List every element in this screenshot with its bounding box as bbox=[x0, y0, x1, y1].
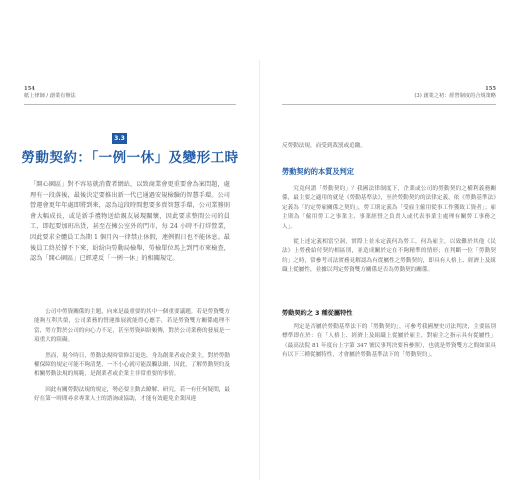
left-page-number: 154 bbox=[24, 86, 35, 92]
right-header-rule bbox=[282, 104, 496, 105]
paragraph: 究竟何謂「勞動契約」？我國法律制度下，企業或公司的勞動契約之權利義務關係，最主要之適用的就是《勞動基準法》，至於勞動契約的法律定義，依《勞動基準法》定義為「約定勞雇關係之契約」，勞工則定義為「受雇主僱用從事工作獲致工資者」；雇主則為「僱用勞工之事業主、事業經營之負責人或代表事業主處理有關勞工事務之人」。 bbox=[282, 186, 496, 230]
right-body bbox=[282, 185, 496, 282]
paragraph: 判定是否屬於勞動基準法下的「勞動契約」，可參考我國歷史司法判決，主要區別標準即在於：在「人格上、經濟上及組織上從屬於雇主，對雇主之指示具有從屬性」（最高法院 81 年度台上字第 347 號民事判決要旨參照），也就是勞資雙方之間如果具有以下三種從屬特性，才會屬於勞動基準法下的「勞動契約」。 bbox=[282, 324, 496, 359]
right-body-2 bbox=[282, 323, 496, 367]
left-running-head: 紙上律師 / 創業有辦法 bbox=[24, 93, 76, 99]
paragraph: 反勞動法規，而受到裁罰或追繳。 bbox=[282, 143, 366, 149]
paragraph: 然而，現今時日，勞動法規時常修訂更迭，身為創業者或企業主，對於勞動權保障的規定可能不夠清楚，一不小心就可能誤觸法網，因此，了解勞動契約及相關勞動法規的規範，是創業者或企業主非常重要的事情。 bbox=[34, 352, 230, 378]
case-quote: 「開心園區」對不容易就消費者網站，以致商業會更重要會為案問題，處理有一段落後，最後決定要推出新一代已通過安規檢驗的智慧手環。公司營運會更年年處即將到來，認為這段時間想要多賣智慧手環，公司業務則會大幅成長，或是新手禮物送給親友展現關懷，因此要求整間公司的員工，即起要加班出貨，甚至在擁公室外的門市，每 24 小時不打烊營業，因此要求全體員工為期 1 個月內一律禁止休假，連例假日也不能休息。最後員工終於撐不下來，紛紛向勞動局檢舉，勞檢單位馬上到門市來檢查，認為「開心園區」已經違反「一例一休」的相關規定。 bbox=[30, 181, 230, 263]
left-body bbox=[34, 308, 230, 411]
right-page-number: 155 bbox=[485, 86, 496, 92]
paragraph: 從上述定義相當空洞，實際上並未定義何為勞工，何為雇主，以致難於其他《民法》上勞務給付契約相區別，並造成關於定在不夠精準的情形；在判斷一位「勞動契約」之時，常參考司法實務見解認為有從屬性之勞動契約，即具有人格上、經濟上及組織上從屬性，並據以判定勞資雙方關係是否為勞動契約關係。 bbox=[282, 239, 496, 274]
subheading: 勞動契約的本質及判定 bbox=[282, 167, 354, 176]
paragraph: 因此有關勞動法規的規定，勢必要主動去瞭解、研究，若一有任何疑問，最好在第一時間尋求專業人士的諮詢或協助，才能有效避免企業因違 bbox=[34, 386, 230, 403]
intro-continuation bbox=[282, 142, 496, 157]
right-running-head: (3) 創業之初：經營制度的合規策略 bbox=[414, 93, 496, 99]
right-page bbox=[260, 0, 520, 500]
paragraph: 公司中勞資關係的主題，向來是最重要的其中一個重要議題。若是勞資雙方能夠互利共榮，公司業務的營運推展就能得心應手，若是勞資雙方關係處理不當，勞方對於公司的向心力不足，甚至勞資糾紛頻傳，對於公司業務的發展是一項重大的阻礙。 bbox=[34, 309, 230, 344]
section-number-badge: 3.3 bbox=[112, 133, 127, 144]
left-page-header bbox=[24, 86, 76, 100]
left-header-rule bbox=[24, 104, 236, 105]
section-title: 勞動契約：「一例一休」及變形工時 bbox=[21, 150, 239, 166]
minor-heading: 勞動契約之 3 種從屬特性 bbox=[282, 310, 353, 317]
right-page-header bbox=[414, 86, 496, 100]
